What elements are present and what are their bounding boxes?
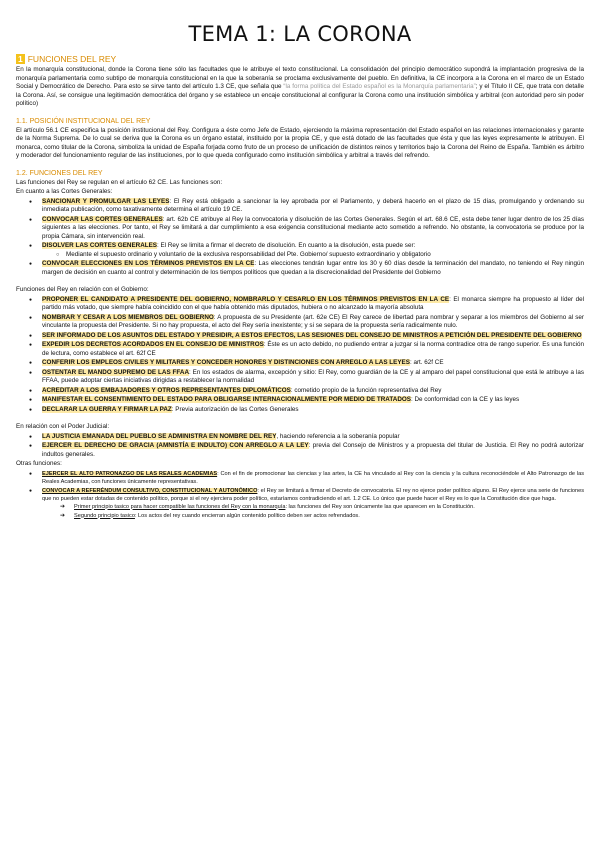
dissolution-sublist [42, 251, 584, 260]
list-item: ● OSTENTAR EL MANDO SUPREMO DE LAS FFAA: En los estados de alarma, excepción y sitio: El Rey, como guardián de la CE y al amparo del papel constitucional que está le atribuye a las FFAA, puede adoptar ciertas iniciativas dirigidas a restablecer la normalidad [42, 369, 584, 386]
cortes-lead: En cuanto a las Cortes Generales: [16, 188, 113, 195]
cortes-functions-list [16, 198, 584, 278]
list-item: ● PROPONER EL CANDIDATO A PRESIDENTE DEL GOBIERNO, NOMBRARLO Y CESARLO EN LOS TÉRMINOS PREVISTOS EN LA CE: El monarca siempre ha propuesto al líder del partido más votado, que siempre había coincidido con el que había obtenido más diputados, hubiera o no alcanzado la mayoría absoluta [42, 296, 584, 313]
subsection-heading-1-2: 1.2. FUNCIONES DEL REY [16, 169, 103, 177]
gobierno-functions-list [16, 296, 584, 415]
list-item: ● EXPEDIR LOS DECRETOS ACORDADOS EN EL CONSEJO DE MINISTROS: Éste es un acto debido, no pudiendo entrar a juzgar si la norma contradice otra de rango superior. Es una función de lectura, como establece el art. 62f CE [42, 341, 584, 358]
constitution-quote: “la forma política del Estado español es la Monarquía parlamentaria” [283, 83, 476, 90]
judicial-lead: En relación con el Poder Judicial: [16, 423, 110, 430]
list-item: ● SANCIONAR Y PROMULGAR LAS LEYES: El Rey está obligado a sancionar la ley aprobada por el Parlamento, y deberá hacerlo en el plazo de 15 días, promulgando y ordenando su inmediata publicación, como taxativamente determina el artículo 19 CE. [42, 198, 584, 215]
subsection-heading-1-1: 1.1. POSICIÓN INSTITUCIONAL DEL REY [16, 117, 151, 125]
other-lead: Otras funciones: [16, 460, 62, 467]
list-item: ● CONVOCAR LAS CORTES GENERALES: art. 62b CE atribuye al Rey la convocatoria y disolución de las Cortes Generales. Según el art. 68.6 CE, esta debe tener lugar dentro de los 25 días siguientes a las elecciones. Por tanto, el Rey se limitará a dar cumplimiento a esa exigencia constitucional mediante acto sometido a refrendo. No obstante, la convocatoria se produce por la propia Cámara, sin intervención real. [42, 216, 584, 242]
list-item: ● MANIFESTAR EL CONSENTIMIENTO DEL ESTADO PARA OBLIGARSE INTERNACIONALMENTE POR MEDIO DE TRATADOS: De conformidad con la CE y las leyes [42, 396, 584, 405]
section-number: 1 [18, 54, 23, 64]
intro-paragraph: En la monarquía constitucional, donde la Corona tiene sólo las facultades que le atribuye el texto constitucional. La consolidación del principio democrático supondrá la implantación progresiva de la monarquía parlamentaria como subtipo de monarquía constitucional en la que la soberanía se proclama exclusivamente del pueblo. En definitiva, la CE incorpora a la Corona en el marco de un Estado Social y Democrático de Derecho. Para esto se sirve tanto del artículo 1.3 CE, que señala que “la forma política del Estado español es la Monarquía parlamentaria”; y el Título II CE, que trata con detalle la Corona. Así, se consigue una legitimación democrática del órgano y se establece un encaje constitucional al configurar la Corona como una institución simbólica y arbitral (con autoridad pero sin poder político) [16, 66, 584, 107]
page-title: TEMA 1: LA CORONA [188, 22, 412, 46]
functions-lead: Las funciones del Rey se regulan en el artículo 62 CE. Las funciones son: [16, 178, 223, 186]
judicial-functions-list [16, 433, 584, 460]
list-item: ● LA JUSTICIA EMANADA DEL PUEBLO SE ADMINISTRA EN NOMBRE DEL REY, haciendo referencia a la soberanía popular [42, 433, 584, 442]
principles-list [42, 503, 584, 520]
list-item: ● DISOLVER LAS CORTES GENERALES: El Rey se limita a firmar el decreto de disolución. En cuanto a la disolución, esta puede ser: ○ Mediante el supuesto ordinario y voluntario de la exclusiva responsabilidad del Pte. Gobierno/ supuesto extraordinario y obligatorio [42, 242, 584, 259]
list-item: ○ Mediante el supuesto ordinario y voluntario de la exclusiva responsabilidad del Pte. Gobierno/ supuesto extraordinario y obligatorio [66, 251, 584, 260]
other-functions-list [16, 470, 584, 520]
list-item: ➔ Primer principio tasico para hacer compatible las funciones del Rey con la monarquía: las funciones del Rey son únicamente las que aparecen en la Constitución. [74, 503, 584, 511]
list-item: ● CONFERIR LOS EMPLEOS CIVILES Y MILITARES Y CONCEDER HONORES Y DISTINCIONES CON ARREGLO A LAS LEYES: art. 62f CE [42, 359, 584, 368]
list-item: ● DECLARAR LA GUERRA Y FIRMAR LA PAZ: Previa autorización de las Cortes Generales [42, 406, 584, 415]
list-item: ● CONVOCAR A REFERÉNDUM CONSULTIVO, CONSTITUCIONAL Y AUTONÓMICO: el Rey se limitará a firmar el Decreto de convocatoria. El rey no ejerce poder político alguno. El Rey ejerce una serie de funciones que no pueden estar dotadas de contenido político, porque si el rey ejerciera poder político, estaríamos contradiciendo el art. 1.2 CE. Lo único que puede hacer el Rey es lo que la Constitución dice que haga. ➔ Primer principio tasico para hacer compatible las funciones del Rey con la monarquía: las funciones del Rey son únicamente las que aparecen en la Constitución. ➔ Segundo principio tasico: Los actos del rey cuando encierran algún contenido político deben ser actos refrendados. [42, 487, 584, 520]
institutional-position-paragraph: El artículo 56.1 CE especifica la posición institucional del Rey. Configura a éste como Jefe de Estado, ejerciendo la máxima representación del Estado español en las relaciones internacionales y garante de la Norma Suprema. De lo cual se deriva que la Corona es un órgano estatal, instituido por la propia CE, y que está dotado de las facultades que ésta y que las leyes expresamente le atribuyen. El monarca, como titular de la Corona, simboliza la unidad de España forjada como fruto de un proceso de unificación de distintos reinos y territorios bajo la Corona del Reino de España. También es árbitro y moderador del funcionamiento regular de las instituciones, por lo que queda configurado como institución simbólica y arbitral a través del refrendo. [16, 126, 584, 159]
gobierno-lead: Funciones del Rey en relación con el Gobierno: [16, 286, 149, 293]
section-title: FUNCIONES DEL REY [27, 54, 117, 64]
section-heading [16, 54, 584, 64]
list-item: ● EJERCER EL ALTO PATRONAZGO DE LAS REALES ACADEMIAS: Con el fin de promocionar las ciencias y las artes, la CE ha vinculado al Rey con la ciencia y la cultura reconociéndole el Alto Patronazgo de las Reales Academias, con funciones únicamente representativas. [42, 470, 584, 486]
list-item: ● NOMBRAR Y CESAR A LOS MIEMBROS DEL GOBIERNO: A propuesta de su Presidente (art. 62e CE) El Rey carece de libertad para nombrar y separar a los miembros del Gobierno al ser vinculante la propuesta del Presidente. Si no hay propuesta, el acto del Rey sería inexistente; y si se separa de la propuesta sería radicalmente nulo. [42, 314, 584, 331]
list-item: ● EJERCER EL DERECHO DE GRACIA (AMNISTÍA E INDULTO) CON ARREGLO A LA LEY: previa del Consejo de Ministros y a propuesta del titular de Justicia. El Rey no podrá autorizar indultos generales. [42, 442, 584, 459]
list-item: ● SER INFORMADO DE LOS ASUNTOS DEL ESTADO Y PRESIDIR, A ESTOS EFECTOS, LAS SESIONES DEL CONSEJO DE MINISTROS A PETICIÓN DEL PRESIDENTE DEL GOBIERNO [42, 332, 584, 341]
list-item: ➔ Segundo principio tasico: Los actos del rey cuando encierran algún contenido político deben ser actos refrendados. [74, 512, 584, 520]
list-item: ● ACREDITAR A LOS EMBAJADORES Y OTROS REPRESENTANTES DIPLOMÁTICOS: cometido propio de la función representativa del Rey [42, 387, 584, 396]
list-item: ● CONVOCAR ELECCIONES EN LOS TÉRMINOS PREVISTOS EN LA CE: Las elecciones tendrán lugar entre los 30 y 60 días desde la terminación del mandato, no teniendo el Rey ningún margen de decisión en cuanto al control y determinación de los tiempos políticos que quedan a la discrecionalidad del Presidente del Gobierno [42, 260, 584, 277]
